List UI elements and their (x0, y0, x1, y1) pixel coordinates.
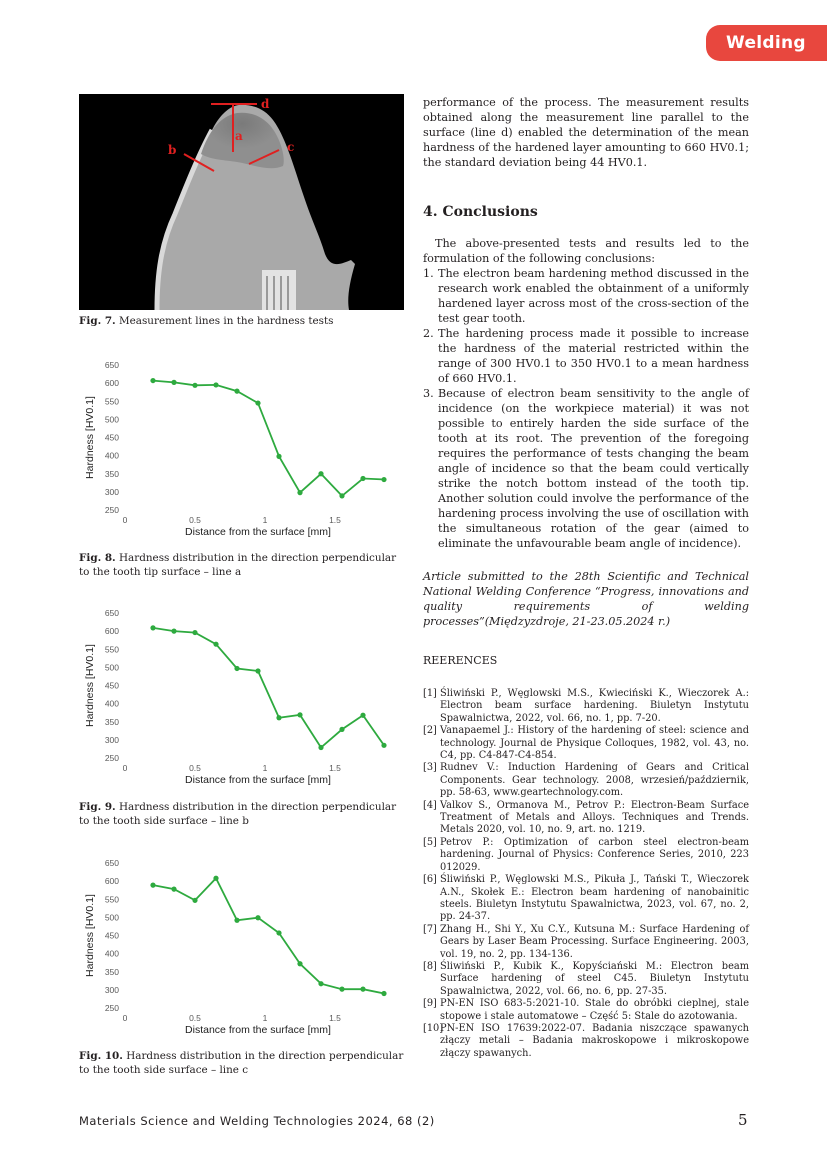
data-point (318, 745, 323, 750)
x-tick-label: 1 (262, 763, 268, 773)
y-tick-label: 550 (104, 894, 119, 905)
figure-7-number: Fig. 7. (79, 315, 116, 327)
y-tick-label: 250 (104, 1003, 119, 1013)
data-point (171, 380, 176, 385)
figure-7-caption (79, 315, 409, 329)
y-tick-label: 600 (104, 876, 119, 887)
data-point (360, 987, 365, 992)
conclusions-heading: 4. Conclusions (423, 204, 538, 220)
reference-item: [7] Zhang H., Shi Y., Xu C.Y., Kutsuna M.: Surface Hardening of Gears by Laser Beam Processing. Surface Engineering. 2003, vol. 19, no. 2, pp. 134-136. (423, 923, 749, 960)
reference-item: [1] Śliwiński P., Węglowski M.S., Kwieciński K., Wieczorek A.: Electron beam surface hardening. Biuletyn Instytutu Spawalnictwa, 2022, vol. 66, no. 1, pp. 7-20. (423, 688, 749, 724)
y-tick-label: 450 (104, 432, 119, 443)
figure-9-number: Fig. 9. (79, 801, 116, 813)
data-point (255, 400, 260, 405)
data-point (213, 876, 218, 881)
line-d-label: d (261, 97, 270, 111)
conclusions-list (423, 266, 749, 551)
figure-8-caption (79, 552, 409, 579)
x-tick-label: 0.5 (189, 763, 201, 773)
data-point (276, 930, 281, 935)
data-point (255, 915, 260, 920)
y-tick-label: 400 (104, 698, 119, 709)
y-tick-label: 600 (104, 378, 119, 389)
reference-item: [3] Rudnev V.: Induction Hardening of Gears and Critical Components. Gear technology. 2008, wrzesień/październik, pp. 58-63, www.geartechnology.com. (423, 762, 749, 799)
figure-8-number: Fig. 8. (79, 552, 116, 564)
y-tick-label: 300 (104, 984, 119, 995)
hardness-series-line (153, 381, 384, 496)
section-badge: Welding (706, 25, 827, 61)
x-tick-label: 1.5 (329, 1013, 341, 1023)
conclusion-item: 1. The electron beam hardening method discussed in the research work enabled the obtainment of a uniformly hardened layer across most of the cross-section of the test gear tooth. (423, 267, 749, 325)
data-point (339, 493, 344, 498)
y-axis-title: Hardness [HV0.1] (84, 894, 96, 977)
x-axis-title: Distance from the surface [mm] (185, 774, 331, 786)
hardness-series-line (153, 878, 384, 993)
y-tick-label: 350 (104, 468, 119, 479)
data-point (150, 378, 155, 383)
x-tick-label: 0 (122, 1013, 128, 1023)
data-point (150, 625, 155, 630)
y-tick-label: 400 (104, 450, 119, 461)
x-axis-title: Distance from the surface [mm] (185, 526, 331, 538)
data-point (339, 727, 344, 732)
data-point (234, 918, 239, 923)
data-point (192, 383, 197, 388)
figure-9-text: Hardness distribution in the direction perpendicular to the tooth side surface – line b (79, 801, 397, 827)
page-number: 5 (738, 1111, 748, 1129)
y-tick-label: 500 (104, 662, 119, 673)
data-point (255, 668, 260, 673)
figure-10-text: Hardness distribution in the direction perpendicular to the tooth side surface – line c (79, 1050, 404, 1076)
data-point (192, 898, 197, 903)
y-tick-label: 650 (104, 858, 119, 868)
x-tick-label: 1 (262, 1013, 268, 1023)
figure-9-caption (79, 801, 409, 828)
y-tick-label: 500 (104, 414, 119, 425)
article-note-text: Article submitted to the 28th Scientific and Technical National Welding Conference “Progress, innovations and quality requirements of welding processes”(Międzyzdroje, 21-23.05.2024 r.) (423, 570, 749, 628)
figure-10-number: Fig. 10. (79, 1050, 123, 1062)
x-tick-label: 1.5 (329, 515, 341, 525)
y-tick-label: 250 (104, 505, 119, 515)
y-tick-label: 300 (104, 734, 119, 745)
data-point (213, 382, 218, 387)
data-point (318, 981, 323, 986)
x-tick-label: 1.5 (329, 763, 341, 773)
reference-item: [9] PN-EN ISO 683-5:2021-10. Stale do obróbki cieplnej, stale stopowe i stale automatowe – Część 5: Stale do azotowania. (423, 998, 749, 1022)
y-tick-label: 450 (104, 680, 119, 691)
x-axis-title: Distance from the surface [mm] (185, 1024, 331, 1036)
data-point (234, 666, 239, 671)
hardness-series-line (153, 628, 384, 748)
conclusion-item: 2. The hardening process made it possible to increase the hardness of the material restricted within the range of 300 HV0.1 to 350 HV0.1 to a mean hardness of 660 HV0.1. (423, 327, 749, 385)
y-axis-title: Hardness [HV0.1] (84, 396, 96, 479)
hardness-chart-line-c (79, 856, 404, 1036)
references-list (423, 688, 749, 1060)
data-point (360, 476, 365, 481)
conclusions-block (423, 236, 749, 551)
y-tick-label: 650 (104, 360, 119, 370)
data-point (297, 961, 302, 966)
y-tick-label: 350 (104, 966, 119, 977)
data-point (360, 713, 365, 718)
x-tick-label: 0.5 (189, 1013, 201, 1023)
data-point (318, 471, 323, 476)
line-c-label: c (287, 140, 295, 154)
hardness-chart-line-b (79, 606, 404, 786)
x-tick-label: 0 (122, 515, 128, 525)
y-tick-label: 600 (104, 626, 119, 637)
data-point (297, 490, 302, 495)
data-point (276, 454, 281, 459)
data-point (234, 389, 239, 394)
y-tick-label: 300 (104, 486, 119, 497)
reference-item: [5] Petrov P.: Optimization of carbon steel electron-beam hardening. Journal of Physics: Conference Series, 2010, 223 012029. (423, 836, 749, 873)
y-tick-label: 550 (104, 396, 119, 407)
data-point (192, 630, 197, 635)
y-tick-label: 450 (104, 930, 119, 941)
reference-item: [6] Śliwiński P., Węglowski M.S., Pikuła J., Tański T., Wieczorek A.N., Skołek E.: Electron beam hardening of nanobainitic steels. Biuletyn Instytutu Spawalnictwa, 2023, vol. 67, no. 2, pp. 24-37. (423, 874, 749, 923)
article-note (423, 569, 749, 629)
journal-footer: Materials Science and Welding Technologies 2024, 68 (2) (79, 1114, 435, 1128)
y-tick-label: 550 (104, 644, 119, 655)
data-point (213, 642, 218, 647)
y-tick-label: 250 (104, 753, 119, 763)
data-point (381, 991, 386, 996)
data-point (381, 477, 386, 482)
figure-7-text: Measurement lines in the hardness tests (115, 315, 334, 327)
y-axis-title: Hardness [HV0.1] (84, 644, 96, 727)
data-point (150, 883, 155, 888)
x-tick-label: 1 (262, 515, 268, 525)
line-a-label: a (235, 129, 243, 143)
data-point (297, 712, 302, 717)
reference-item: [8] Śliwiński P., Kubik K., Kopyściański M.: Electron beam Surface hardening of steel C45. Biuletyn Instytutu Spawalnictwa, 2022, vol. 66, no. 6, pp. 27-35. (423, 960, 749, 997)
x-tick-label: 0 (122, 763, 128, 773)
reference-item: [4] Valkov S., Ormanova M., Petrov P.: Electron-Beam Surface Treatment of Metals and Alloys. Techniques and Trends. Metals 2020, vol. 10, no. 9, art. no. 1219. (423, 799, 749, 836)
figure-8-text: Hardness distribution in the direction perpendicular to the tooth tip surface – line a (79, 552, 397, 578)
intro-text: performance of the process. The measurement results obtained along the measurement line parallel to the surface (line d) enabled the determination of the mean hardness of the hardened layer amounting to 660 HV0.1; the standard deviation being 44 HV0.1. (423, 96, 749, 169)
y-tick-label: 500 (104, 912, 119, 923)
conclusion-item: 3. Because of electron beam sensitivity to the angle of incidence (on the workpiece material) it was not possible to entirely harden the side surface of the tooth at its root. The prevention of the foregoing requires the performance of tests changing the beam angle of incidence so that the beam could vertically strike the notch bottom instead of the tooth tip. Another solution could involve the performance of the hardening process involving the use of oscillation with the simultaneous rotation of the gear (aimed to eliminate the unfavourable beam angle of incidence). (423, 387, 749, 550)
data-point (381, 743, 386, 748)
reference-item: [10] PN-EN ISO 17639:2022-07. Badania niszczące spawanych złączy metali – Badania makroskopowe i mikroskopowe złączy spawanych. (423, 1022, 749, 1059)
intro-paragraph (423, 95, 749, 170)
conclusions-intro: The above-presented tests and results led to the formulation of the following conclusions: (423, 237, 749, 265)
data-point (171, 887, 176, 892)
y-tick-label: 650 (104, 608, 119, 618)
y-tick-label: 400 (104, 948, 119, 959)
x-tick-label: 0.5 (189, 515, 201, 525)
line-b-label: b (168, 143, 177, 157)
data-point (339, 987, 344, 992)
data-point (171, 629, 176, 634)
y-tick-label: 350 (104, 716, 119, 727)
references-heading: REERENCES (423, 654, 498, 667)
tooth-macro-image (79, 94, 404, 310)
hardness-chart-line-a (79, 358, 404, 538)
figure-10-caption (79, 1050, 409, 1077)
data-point (276, 715, 281, 720)
reference-item: [2] Vanapaemel J.: History of the hardening of steel: science and technology. Journal de Physique Colloques, 1982, vol. 43, no. C4, pp. C4-847-C4-854. (423, 725, 749, 762)
